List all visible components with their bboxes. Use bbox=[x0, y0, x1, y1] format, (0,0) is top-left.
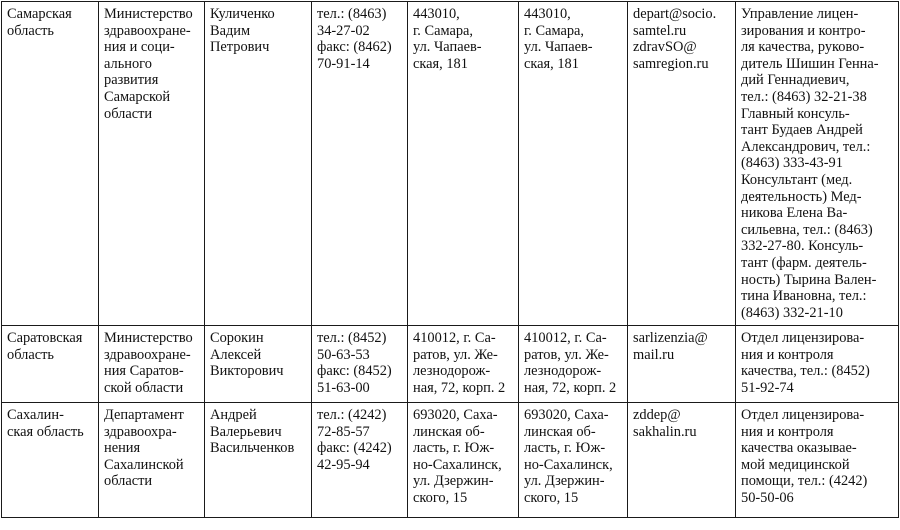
region-name: Сахалин- ская область bbox=[7, 407, 84, 440]
head-cell bbox=[205, 403, 312, 518]
department-info: Отдел лицензирова- ния и контроля качества, тел.: (8452) 51-92-74 bbox=[741, 330, 870, 396]
head-name: Куличенко Вадим Петрович bbox=[210, 6, 275, 56]
region-cell bbox=[2, 2, 99, 326]
email-cell bbox=[628, 403, 736, 518]
legal-address: 693020, Саха- линская об- ласть, г. Юж- но-Сахалинск, ул. Дзержин- ского, 15 bbox=[413, 407, 502, 506]
postal-address: 693020, Саха- линская об- ласть, г. Юж- но-Сахалинск, ул. Дзержин- ского, 15 bbox=[524, 407, 613, 506]
region-cell bbox=[2, 326, 99, 403]
department-cell bbox=[736, 403, 899, 518]
legal-address-cell bbox=[408, 2, 519, 326]
phone-numbers: тел.: (4242) 72-85-57 факс: (4242) 42-95-94 bbox=[317, 407, 392, 473]
head-cell bbox=[205, 2, 312, 326]
table-row bbox=[2, 2, 899, 326]
postal-address-cell bbox=[519, 403, 628, 518]
region-name: Самарская область bbox=[7, 6, 72, 39]
head-cell bbox=[205, 326, 312, 403]
authority-cell bbox=[99, 403, 205, 518]
department-info: Управление лицен- зирования и контро- ля качества, руково- дитель Шишин Генна- дий Геннадиевич, тел.: (8463) 32-21-38 Главный консуль- тант Будаев Андрей Александрович, тел.: (8463) 333-43-91 Консультант (мед. деятельность) Мед- никова Елена Ва- сильевна, тел.: (8463) 332-27-80. Консуль- тант (фарм. деятель- ность) Тырина Вален- тина Ивановна, тел.: (8463) 332-21-10 bbox=[741, 6, 879, 321]
authority-cell bbox=[99, 326, 205, 403]
authority-cell bbox=[99, 2, 205, 326]
table-row bbox=[2, 403, 899, 518]
department-cell bbox=[736, 2, 899, 326]
legal-address: 443010, г. Самара, ул. Чапаев- ская, 181 bbox=[413, 6, 482, 72]
email-address: depart@socio. samtel.ru zdravSO@ samregion.ru bbox=[633, 6, 717, 72]
legal-address: 410012, г. Са- ратов, ул. Же- лезнодорож- ная, 72, корп. 2 bbox=[413, 330, 506, 396]
department-info: Отдел лицензирова- ния и контроля качества оказывае- мой медицинской помощи, тел.: (4242) 50-50-06 bbox=[741, 407, 868, 506]
email-address: sarlizenzia@ mail.ru bbox=[633, 330, 708, 363]
legal-address-cell bbox=[408, 326, 519, 403]
authority-name: Департамент здравоохра- нения Сахалинской области bbox=[104, 407, 184, 490]
licensing-authorities-table bbox=[1, 1, 899, 518]
phone-numbers: тел.: (8463) 34-27-02 факс: (8462) 70-91-14 bbox=[317, 6, 392, 72]
authority-name: Министерство здравоохране- ния Саратов- ской области bbox=[104, 330, 193, 396]
head-name: Сорокин Алексей Викторович bbox=[210, 330, 284, 380]
department-cell bbox=[736, 326, 899, 403]
phones-cell bbox=[312, 326, 408, 403]
table-row bbox=[2, 326, 899, 403]
region-cell bbox=[2, 403, 99, 518]
email-cell bbox=[628, 326, 736, 403]
authority-name: Министерство здравоохране- ния и соци- ального развития Самарской области bbox=[104, 6, 193, 122]
postal-address: 443010, г. Самара, ул. Чапаев- ская, 181 bbox=[524, 6, 593, 72]
postal-address-cell bbox=[519, 2, 628, 326]
email-cell bbox=[628, 2, 736, 326]
head-name: Андрей Валерьевич Васильченков bbox=[210, 407, 295, 457]
phone-numbers: тел.: (8452) 50-63-53 факс: (8452) 51-63-00 bbox=[317, 330, 392, 396]
legal-address-cell bbox=[408, 403, 519, 518]
phones-cell bbox=[312, 2, 408, 326]
phones-cell bbox=[312, 403, 408, 518]
region-name: Саратовская область bbox=[7, 330, 83, 363]
email-address: zddep@ sakhalin.ru bbox=[633, 407, 697, 440]
postal-address-cell bbox=[519, 326, 628, 403]
postal-address: 410012, г. Са- ратов, ул. Же- лезнодорож- ная, 72, корп. 2 bbox=[524, 330, 617, 396]
